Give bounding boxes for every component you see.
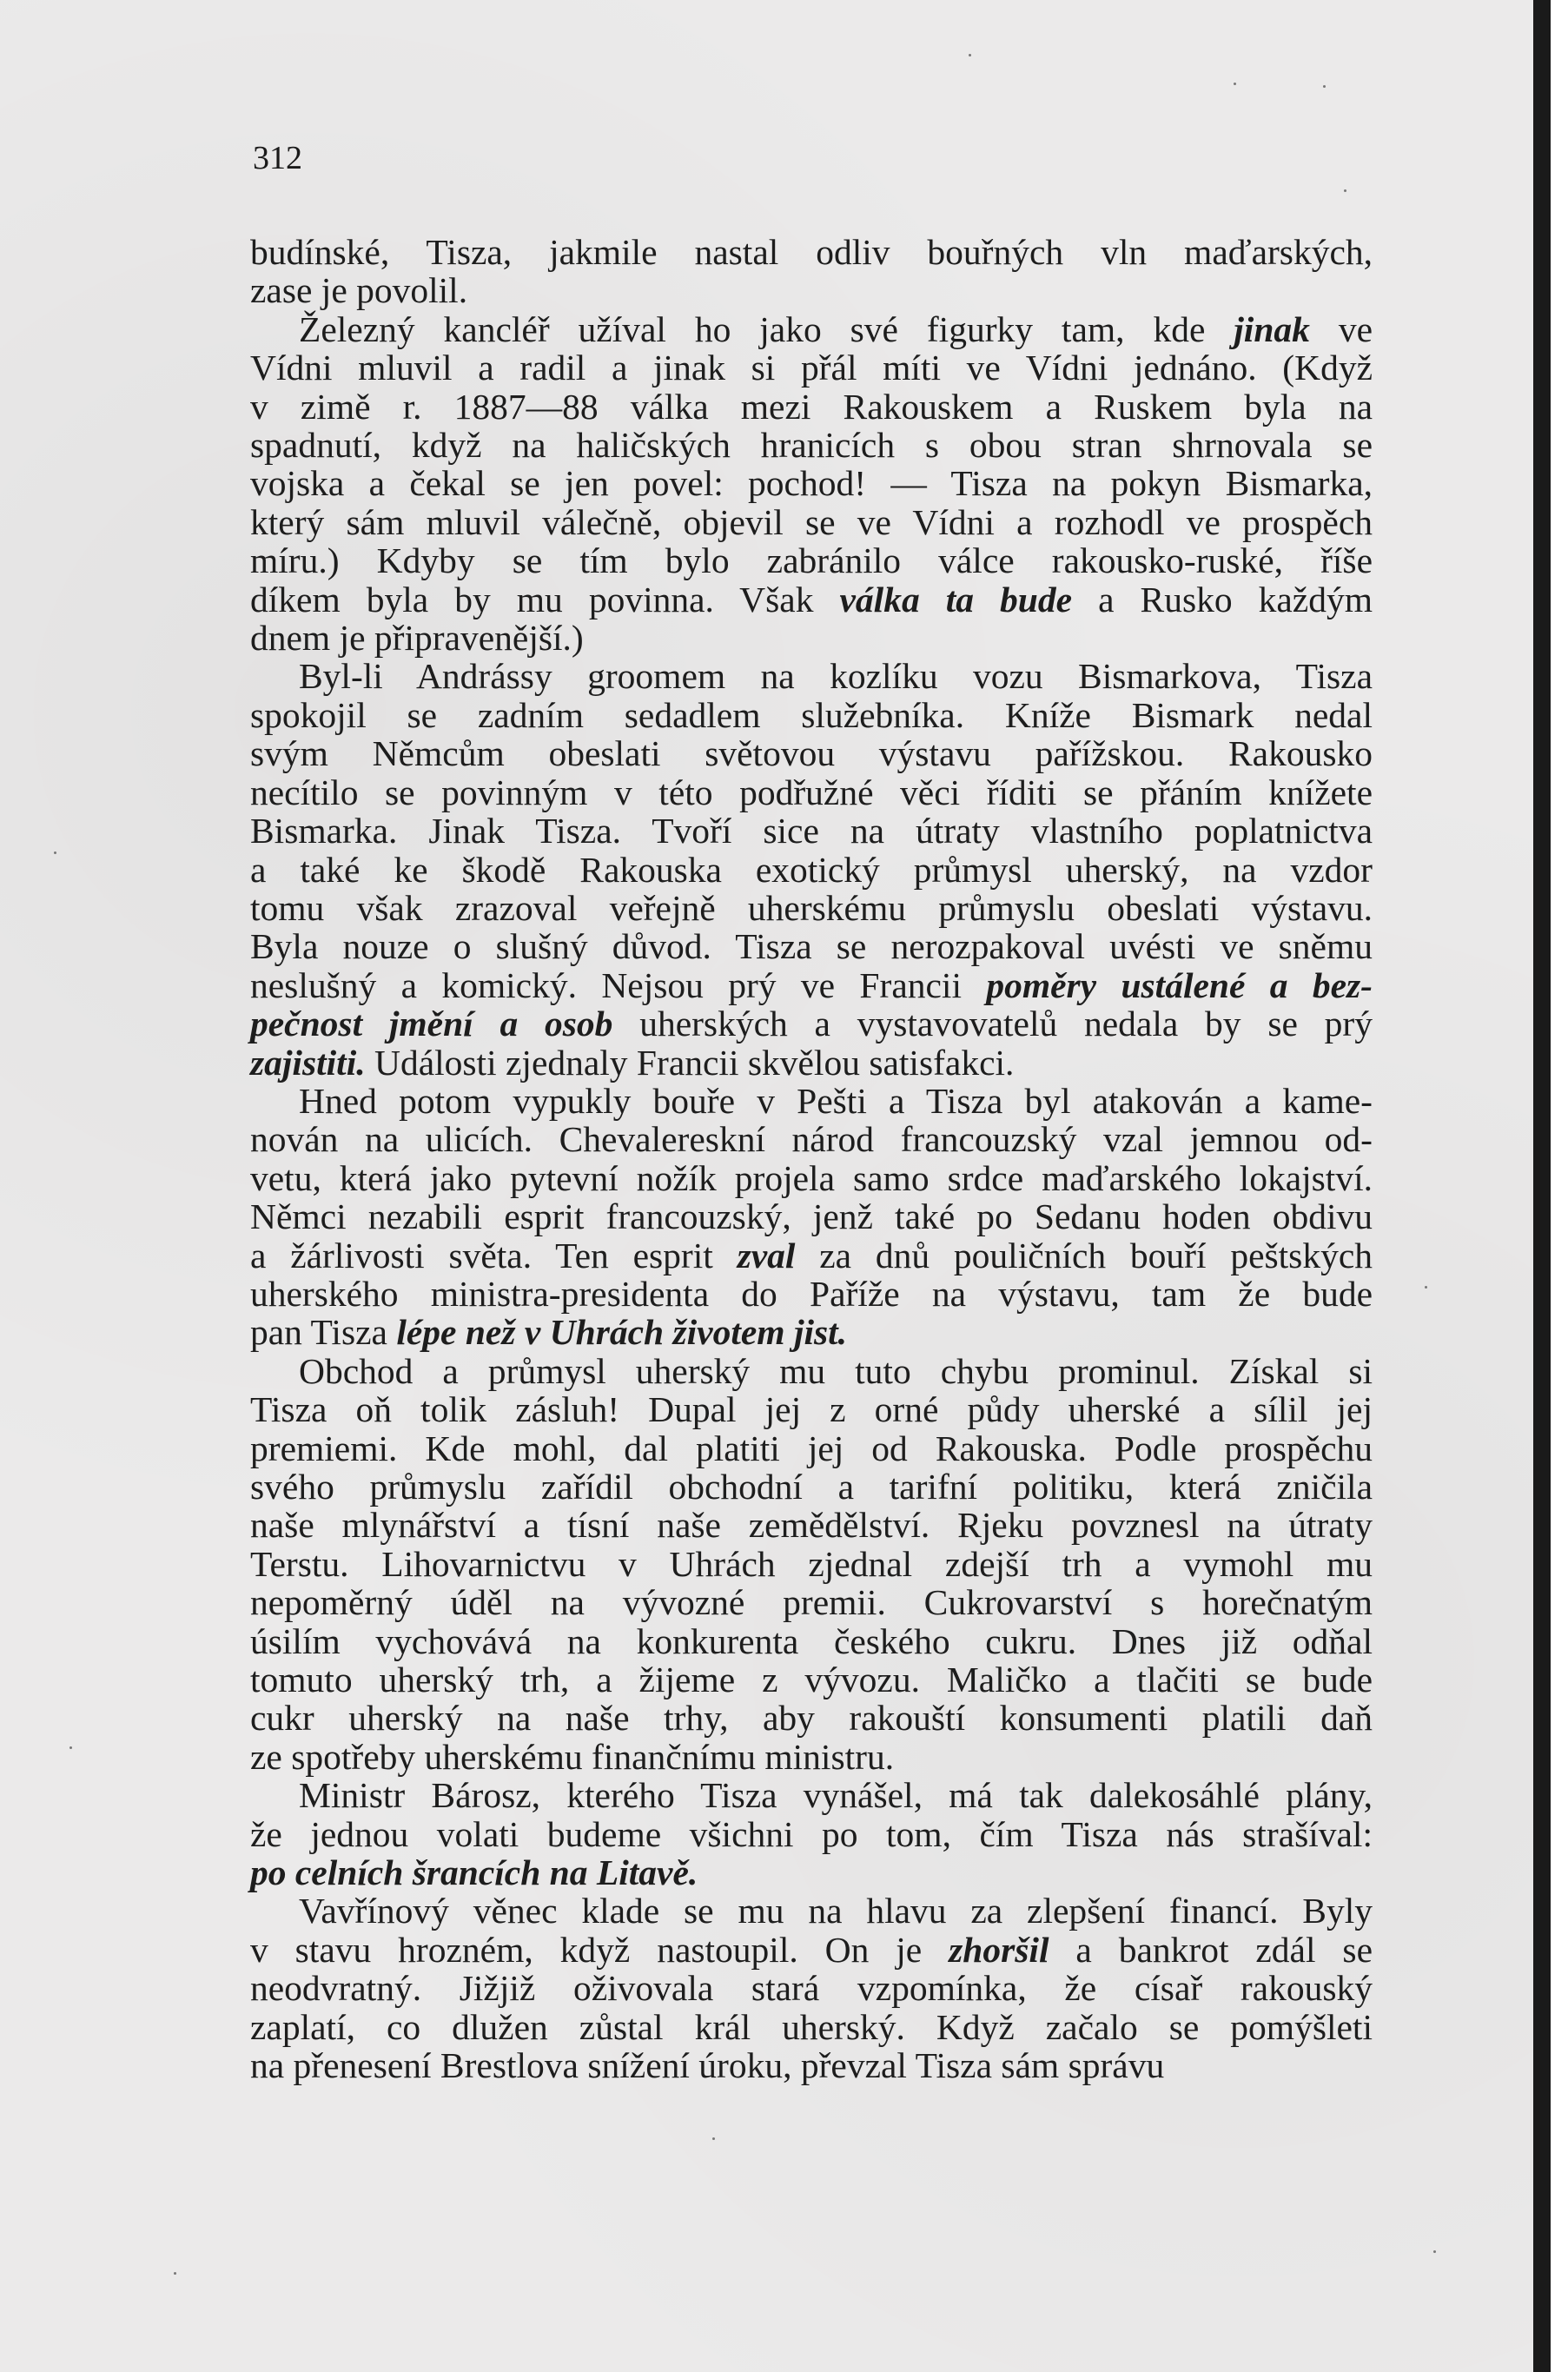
text-line: [250, 310, 1373, 348]
page-number: 312: [253, 140, 302, 176]
text-segment: spadnutí, když na haličských hranicích s obou stran shrnovala se: [250, 425, 1373, 466]
paragraph: [250, 310, 1373, 658]
scan-speck: [1433, 2250, 1436, 2253]
text-line: [250, 233, 1373, 271]
scan-speck: [54, 851, 56, 854]
text-segment: dnem je připravenější.): [250, 618, 584, 659]
text-segment: naše mlynářství a tísní naše zemědělství. Rjeku povznesl na útraty: [250, 1505, 1373, 1546]
text-line: [250, 1660, 1373, 1699]
text-line: [250, 734, 1373, 772]
text-line: [250, 2046, 1373, 2084]
text-segment: který sám mluvil válečně, objevil se ve Vídni a rozhodl ve prospěch: [250, 501, 1373, 542]
text-segment: Tisza oň tolik zásluh! Dupal jej z orné půdy uherské a sílil jej: [250, 1389, 1373, 1430]
paragraph: [250, 657, 1373, 1081]
scan-speck: [174, 2272, 176, 2275]
text-segment: svého průmyslu zařídil obchodní a tarifní politiku, která zničila: [250, 1467, 1373, 1507]
paragraph: [250, 1892, 1373, 2084]
text-segment: Vídni mluvil a radil a jinak si přál míti ve Vídni jednáno. (Když: [250, 348, 1373, 388]
text-segment: díkem byla by mu povinna. Však: [250, 579, 840, 620]
text-line: [250, 388, 1373, 426]
text-line: [250, 927, 1373, 965]
text-segment: za dnů pouličních bouří peštských: [795, 1235, 1373, 1275]
paragraph: [250, 233, 1373, 310]
text-line: [250, 426, 1373, 464]
text-segment: a žárlivosti světa. Ten esprit: [250, 1235, 738, 1275]
text-segment: Hned potom vypukly bouře v Pešti a Tisza byl atakován a kame-: [299, 1080, 1373, 1121]
scan-speck: [1344, 189, 1346, 192]
text-line: [250, 1313, 1373, 1351]
text-segment: ze spotřeby uherskému finančnímu ministru.: [250, 1736, 895, 1777]
text-segment: budínské, Tisza, jakmile nastal odliv bouřných vln maďarských,: [250, 232, 1373, 272]
emphasized-text: válka ta bude: [839, 579, 1073, 620]
scan-speck: [1323, 85, 1326, 88]
paragraph: [250, 1352, 1373, 1776]
text-segment: ve: [1309, 308, 1373, 349]
text-line: [250, 1622, 1373, 1660]
emphasized-text: jinak: [1234, 308, 1310, 349]
text-segment: v stavu hrozném, když nastoupil. On je: [250, 1929, 949, 1970]
text-segment: a Rusko každým: [1072, 579, 1373, 620]
text-line: [250, 966, 1373, 1004]
text-segment: vetu, která jako pytevní nožík projela samo srdce maďarského lokajství.: [250, 1157, 1373, 1198]
text-line: [250, 2008, 1373, 2046]
text-line: [250, 271, 1373, 309]
scan-speck: [969, 54, 971, 56]
text-line: [250, 1506, 1373, 1544]
text-line: [250, 1275, 1373, 1313]
text-segment: Bismarka. Jinak Tisza. Tvoří sice na útraty vlastního poplatnictva: [250, 811, 1373, 851]
text-segment: pan Tisza: [250, 1312, 397, 1353]
text-line: [250, 1853, 1373, 1892]
text-segment: uherských a vystavovatelů nedala by se prý: [612, 1004, 1373, 1044]
text-line: [250, 1197, 1373, 1236]
text-line: [250, 503, 1373, 541]
text-segment: a také ke škodě Rakouska exotický průmysl uherský, na vzdor: [250, 849, 1373, 890]
text-segment: premiemi. Kde mohl, dal platiti jej od Rakouska. Podle prospěchu: [250, 1428, 1373, 1468]
text-line: [250, 1699, 1373, 1737]
text-line: [250, 1429, 1373, 1468]
text-line: [250, 1738, 1373, 1776]
text-line: [250, 1352, 1373, 1390]
scan-speck: [1234, 83, 1236, 85]
text-line: [250, 696, 1373, 734]
text-segment: Události zjednaly Francii skvělou satisfakci.: [365, 1042, 1015, 1083]
text-line: [250, 1815, 1373, 1853]
text-line: [250, 851, 1373, 889]
emphasized-text: lépe než v Uhrách životem jist.: [396, 1312, 848, 1353]
text-segment: nepoměrný úděl na vývozné premii. Cukrovarství s horečnatým: [250, 1582, 1373, 1623]
text-segment: Terstu. Lihovarnictvu v Uhrách zjednal zdejší trh a vymohl mu: [250, 1543, 1373, 1584]
text-line: [250, 657, 1373, 695]
text-line: [250, 1004, 1373, 1043]
text-segment: zaplatí, co dlužen zůstal král uherský. Když začalo se pomýšleti: [250, 2006, 1373, 2047]
text-segment: Obchod a průmysl uherský mu tuto chybu prominul. Získal si: [299, 1350, 1373, 1391]
text-line: [250, 580, 1373, 619]
text-line: [250, 889, 1373, 927]
text-segment: Železný kancléř užíval ho jako své figurky tam, kde: [299, 308, 1234, 349]
text-line: [250, 773, 1373, 812]
text-segment: úsilím vychovává na konkurenta českého cukru. Dnes již odňal: [250, 1620, 1373, 1661]
text-segment: uherského ministra-presidenta do Paříže na výstavu, tam že bude: [250, 1273, 1373, 1314]
text-segment: zase je povolil.: [250, 270, 468, 311]
text-segment: cukr uherský na naše trhy, aby rakouští konsumenti platili daň: [250, 1698, 1373, 1739]
text-line: [250, 1583, 1373, 1621]
scan-speck: [1425, 1286, 1427, 1289]
text-line: [250, 1892, 1373, 1930]
text-segment: v zimě r. 1887—88 válka mezi Rakouskem a Ruskem byla na: [250, 386, 1373, 427]
text-line: [250, 619, 1373, 657]
paragraph: [250, 1776, 1373, 1892]
scan-speck: [712, 2137, 715, 2140]
text-segment: Byla nouze o slušný důvod. Tisza se nerozpakoval uvésti ve sněmu: [250, 926, 1373, 967]
text-line: [250, 812, 1373, 850]
text-line: [250, 1931, 1373, 1969]
text-line: [250, 348, 1373, 387]
text-segment: míru.) Kdyby se tím bylo zabránilo válce rakousko-ruské, říše: [250, 540, 1373, 581]
text-segment: že jednou volati budeme všichni po tom, čím Tisza nás strašíval:: [250, 1813, 1373, 1854]
text-segment: Ministr Bárosz, kterého Tisza vynášel, má tak dalekosáhlé plány,: [299, 1775, 1373, 1816]
text-segment: tomu však zrazoval veřejně uherskému průmyslu obeslati výstavu.: [250, 887, 1373, 928]
emphasized-text: poměry ustálené a bez-: [986, 964, 1373, 1005]
text-segment: svým Němcům obeslati světovou výstavu pařížskou. Rakousko: [250, 733, 1373, 774]
text-segment: neodvratný. Jižjiž oživovala stará vzpomínka, že císař rakouský: [250, 1968, 1373, 2009]
text-segment: Byl-li Andrássy groomem na kozlíku vozu Bismarkova, Tisza: [299, 656, 1373, 697]
scan-speck: [69, 1746, 72, 1749]
text-line: [250, 1236, 1373, 1275]
text-segment: spokojil se zadním sedadlem služebníka. Kníže Bismark nedal: [250, 694, 1373, 735]
text-segment: Němci nezabili esprit francouzský, jenž také po Sedanu hoden obdivu: [250, 1196, 1373, 1237]
text-line: [250, 1545, 1373, 1583]
text-segment: na přenesení Brestlova snížení úroku, převzal Tisza sám správu: [250, 2045, 1165, 2086]
text-line: [250, 1969, 1373, 2007]
text-line: [250, 1468, 1373, 1506]
paragraph: [250, 1082, 1373, 1352]
text-line: [250, 1044, 1373, 1082]
text-segment: nován na ulicích. Chevalereskní národ francouzský vzal jemnou od-: [250, 1119, 1373, 1160]
text-segment: necítilo se povinným v této podřužné věci říditi se přáním knížete: [250, 772, 1373, 812]
text-segment: a bankrot zdál se: [1049, 1929, 1373, 1970]
emphasized-text: po celních šrancích na Litavě.: [250, 1852, 698, 1893]
emphasized-text: zajistiti.: [250, 1042, 366, 1083]
text-line: [250, 1776, 1373, 1814]
text-segment: vojska a čekal se jen povel: pochod! — Tisza na pokyn Bismarka,: [250, 463, 1373, 504]
emphasized-text: pečnost jmění a osob: [250, 1004, 613, 1044]
body-text: [250, 233, 1373, 2085]
text-line: [250, 1082, 1373, 1120]
text-line: [250, 1120, 1373, 1158]
text-line: [250, 1159, 1373, 1197]
emphasized-text: zval: [737, 1235, 796, 1275]
text-segment: tomuto uherský trh, a žijeme z vývozu. Maličko a tlačiti se bude: [250, 1660, 1373, 1700]
text-line: [250, 541, 1373, 580]
text-line: [250, 1390, 1373, 1428]
emphasized-text: zhoršil: [949, 1929, 1049, 1970]
text-segment: Vavřínový věnec klade se mu na hlavu za zlepšení financí. Byly: [299, 1891, 1373, 1931]
scan-edge: [1533, 0, 1551, 2372]
text-line: [250, 464, 1373, 502]
text-segment: neslušný a komický. Nejsou prý ve Francii: [250, 964, 987, 1005]
